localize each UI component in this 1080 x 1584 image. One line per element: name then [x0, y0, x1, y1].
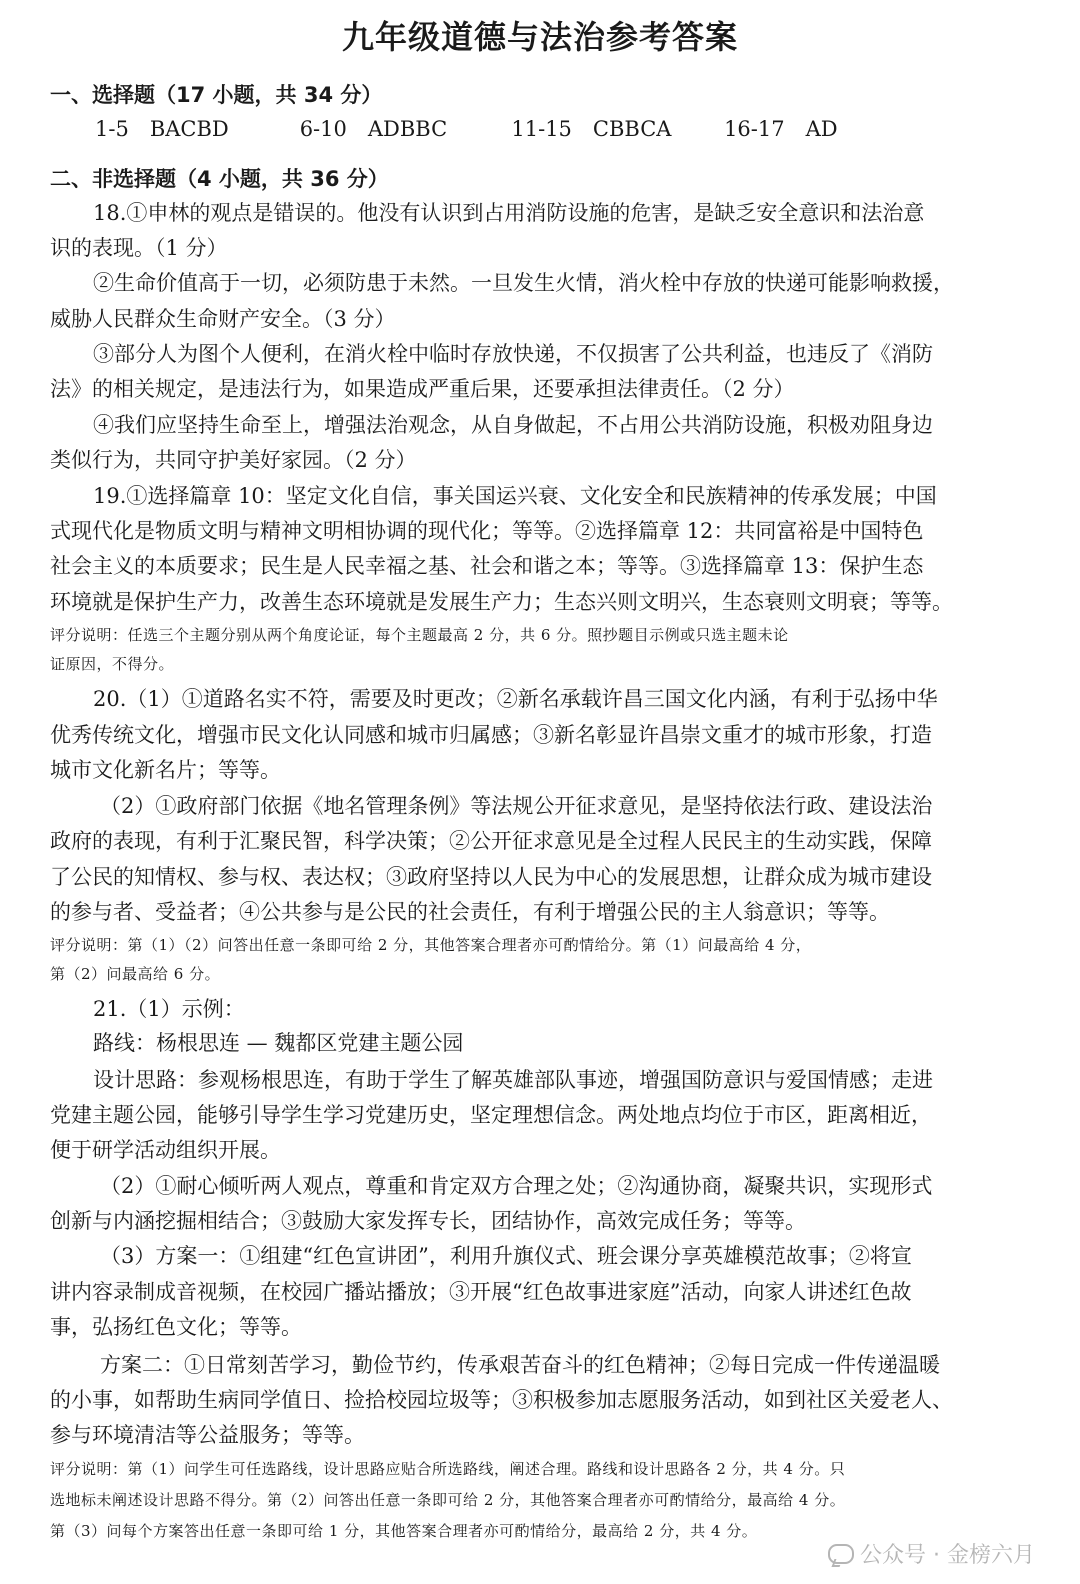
text-line: 政府的表现，有利于汇聚民智，科学决策；②公开征求意见是全过程人民民主的生动实践，保障 [50, 829, 932, 853]
text-line: 社会主义的本质要求；民生是人民幸福之基、社会和谐之本；等等。③选择篇章 13：保护生态 [50, 554, 924, 578]
wechat-icon [828, 1544, 854, 1564]
choice-answers [95, 114, 838, 144]
text-line: 便于研学活动组织开展。 [50, 1138, 281, 1162]
section-heading-choice: 一、选择题（17 小题，共 34 分） [50, 83, 383, 107]
text-line: 设计思路：参观杨根思连，有助于学生了解英雄部队事迹，增强国防意识与爱国情感；走进 [93, 1068, 933, 1092]
text-line: ④我们应坚持生命至上，增强法治观念，从自身做起，不占用公共消防设施，积极劝阻身边 [93, 413, 933, 437]
text-line: 路线：杨根思连 — 魏都区党建主题公园 [93, 1031, 464, 1055]
text-line: ③部分人为图个人便利，在消火栓中临时存放快递，不仅损害了公共利益，也违反了《消防 [93, 342, 933, 366]
text-line: 类似行为，共同守护美好家园。（2 分） [50, 448, 417, 472]
text-line: 19.①选择篇章 10：坚定文化自信，事关国运兴衰、文化安全和民族精神的传承发展；中国 [93, 484, 937, 508]
text-line: ②生命价值高于一切，必须防患于未然。一旦发生火情，消火栓中存放的快递可能影响救援， [93, 271, 954, 295]
text-line: 威胁人民群众生命财产安全。（3 分） [50, 307, 396, 331]
text-line: 21.（1）示例： [93, 997, 245, 1021]
watermark [828, 1538, 1035, 1569]
answer-group: 1-5 BACBD [95, 117, 229, 141]
text-line: 20.（1）①道路名实不符，需要及时更改；②新名承载许昌三国文化内涵，有利于弘扬中华 [93, 687, 938, 711]
text-line: 优秀传统文化，增强市民文化认同感和城市归属感；③新名彰显许昌崇文重才的城市形象，打造 [50, 723, 932, 747]
text-line: （2）①耐心倾听两人观点，尊重和肯定双方合理之处；②沟通协商，凝聚共识，实现形式 [100, 1174, 933, 1198]
scoring-note: 评分说明：第（1）问学生可任选路线，设计思路应贴合所选路线，阐述合理。路线和设计思路各 2 分，共 4 分。只 [50, 1460, 846, 1478]
text-line: 创新与内涵挖掘相结合；③鼓励大家发挥专长，团结协作，高效完成任务；等等。 [50, 1209, 806, 1233]
watermark-text: 公众号 · 金榜六月 [860, 1543, 1035, 1568]
text-line: 讲内容录制成音视频，在校园广播站播放；③开展“红色故事进家庭”活动，向家人讲述红色故 [50, 1280, 912, 1304]
section-heading-nonchoice: 二、非选择题（4 小题，共 36 分） [50, 167, 389, 191]
page-title: 九年级道德与法治参考答案 [341, 18, 738, 56]
text-line: 方案二：①日常刻苦学习，勤俭节约，传承艰苦奋斗的红色精神；②每日完成一件传递温暖 [100, 1353, 940, 1377]
answer-group: 16-17 AD [724, 117, 838, 141]
scoring-note: 证原因，不得分。 [50, 655, 175, 673]
scoring-note: 评分说明：第（1）（2）问答出任意一条即可给 2 分，其他答案合理者亦可酌情给分。第（1）问最高给 4 分， [50, 936, 812, 954]
text-line: 参与环境清洁等公益服务；等等。 [50, 1423, 365, 1447]
scoring-note: 第（3）问每个方案答出任意一条即可给 1 分，其他答案合理者亦可酌情给分，最高给 2 分，共 4 分。 [50, 1522, 758, 1540]
text-line: 识的表现。（1 分） [50, 236, 228, 260]
scoring-note: 评分说明：任选三个主题分别从两个角度论证，每个主题最高 2 分，共 6 分。照抄题目示例或只选主题未论 [50, 626, 789, 644]
text-line: 18.①申林的观点是错误的。他没有认识到占用消防设施的危害，是缺乏安全意识和法治意 [93, 201, 925, 225]
text-line: 环境就是保护生产力，改善生态环境就是发展生产力；生态兴则文明兴，生态衰则文明衰；等等。 [50, 590, 953, 614]
text-line: 式现代化是物质文明与精神文明相协调的现代化；等等。②选择篇章 12：共同富裕是中国特色 [50, 519, 924, 543]
text-line: 城市文化新名片；等等。 [50, 758, 281, 782]
text-line: 的小事，如帮助生病同学值日、捡拾校园垃圾等；③积极参加志愿服务活动，如到社区关爱老人、 [50, 1388, 953, 1412]
text-line: （3）方案一：①组建“红色宣讲团”，利用升旗仪式、班会课分享英雄模范故事；②将宣 [100, 1244, 912, 1268]
text-line: 了公民的知情权、参与权、表达权；③政府坚持以人民为中心的发展思想，让群众成为城市建设 [50, 865, 932, 889]
answer-group: 11-15 CBBCA [511, 117, 672, 141]
text-line: 法》的相关规定，是违法行为，如果造成严重后果，还要承担法律责任。（2 分） [50, 377, 795, 401]
text-line: 党建主题公园，能够引导学生学习党建历史，坚定理想信念。两处地点均位于市区，距离相近， [50, 1103, 932, 1127]
answer-group: 6-10 ADBBC [299, 117, 448, 141]
text-line: （2）①政府部门依据《地名管理条例》等法规公开征求意见，是坚持依法行政、建设法治 [100, 794, 933, 818]
scoring-note: 第（2）问最高给 6 分。 [50, 965, 221, 983]
text-line: 事，弘扬红色文化；等等。 [50, 1315, 302, 1339]
scoring-note: 选地标未阐述设计思路不得分。第（2）问答出任意一条即可给 2 分，其他答案合理者亦可酌情给分，最高给 4 分。 [50, 1491, 846, 1509]
text-line: 的参与者、受益者；④公共参与是公民的社会责任，有利于增强公民的主人翁意识；等等。 [50, 900, 890, 924]
